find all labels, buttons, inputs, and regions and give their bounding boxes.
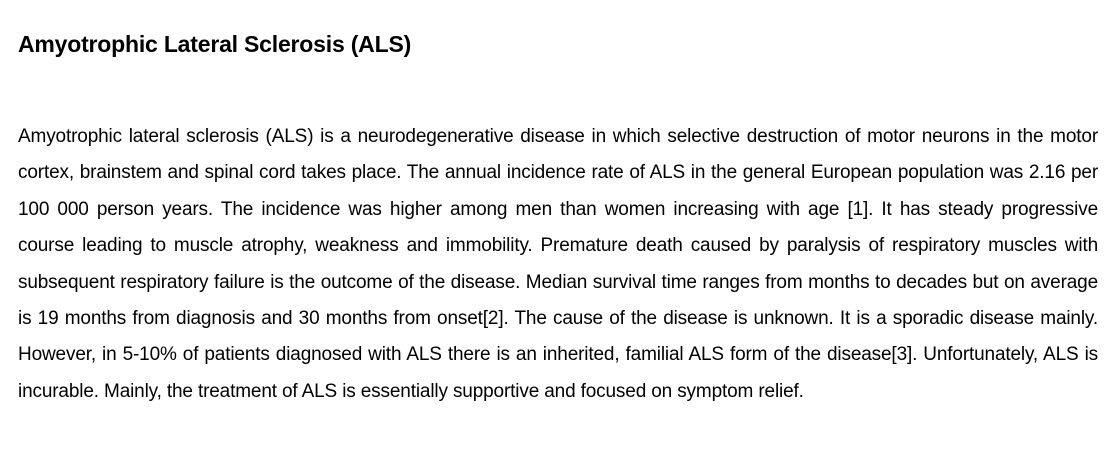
body-paragraph: Amyotrophic lateral sclerosis (ALS) is a neurodegenerative disease in which selective destruction of motor neurons in the motor cortex, brainstem and spinal cord takes place. The annual incidence rate of ALS in the general European population was 2.16 per 100 000 person years. The incidence was higher among men than women increasing with age [1]. It has steady progressive course leading to muscle atrophy, weakness and immobility. Premature death caused by paralysis of respiratory muscles with subsequent respiratory failure is the outcome of the disease. Median survival time ranges from months to decades but on average is 19 months from diagnosis and 30 months from onset[2]. The cause of the disease is unknown. It is a sporadic disease mainly. However, in 5-10% of patients diagnosed with ALS there is an inherited, familial ALS form of the disease[3]. Unfortunately, ALS is incurable. Mainly, the treatment of ALS is essentially supportive and focused on symptom relief. [18,126,1098,402]
document-title: Amyotrophic Lateral Sclerosis (ALS) [18,31,412,57]
